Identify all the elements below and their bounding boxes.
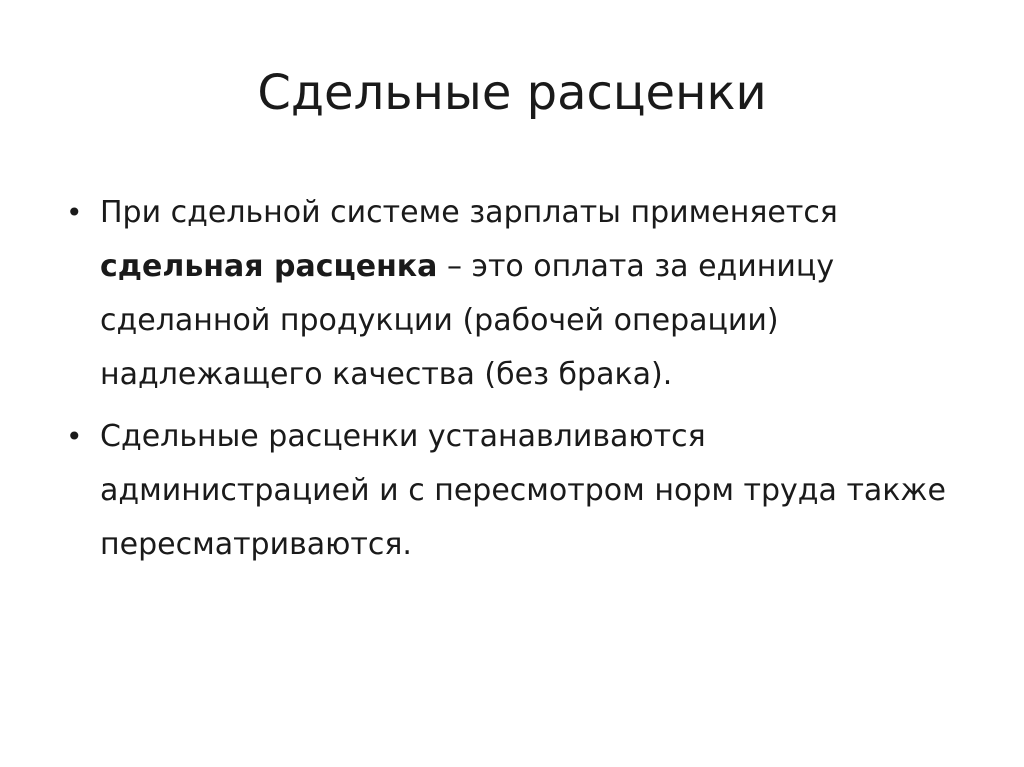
bullet-marker: •: [66, 196, 83, 229]
bullet-text-bold: сдельная расценка: [100, 249, 438, 284]
bullet-text-after: – это оплата за единицу сделанной продукции (рабочей операции) надлежащего качества (без брака).: [100, 249, 835, 392]
bullet-item-2: [66, 410, 956, 572]
bullet-list: [66, 186, 956, 580]
bullet-text: Сдельные расценки устанавливаются администрацией и с пересмотром норм труда также пересматриваются.: [100, 419, 946, 562]
bullet-item-1: [66, 186, 956, 402]
bullet-text-before: При сдельной системе зарплаты применяется: [100, 195, 838, 230]
bullet-marker: •: [66, 420, 83, 453]
slide-title: Сдельные расценки: [257, 65, 767, 121]
